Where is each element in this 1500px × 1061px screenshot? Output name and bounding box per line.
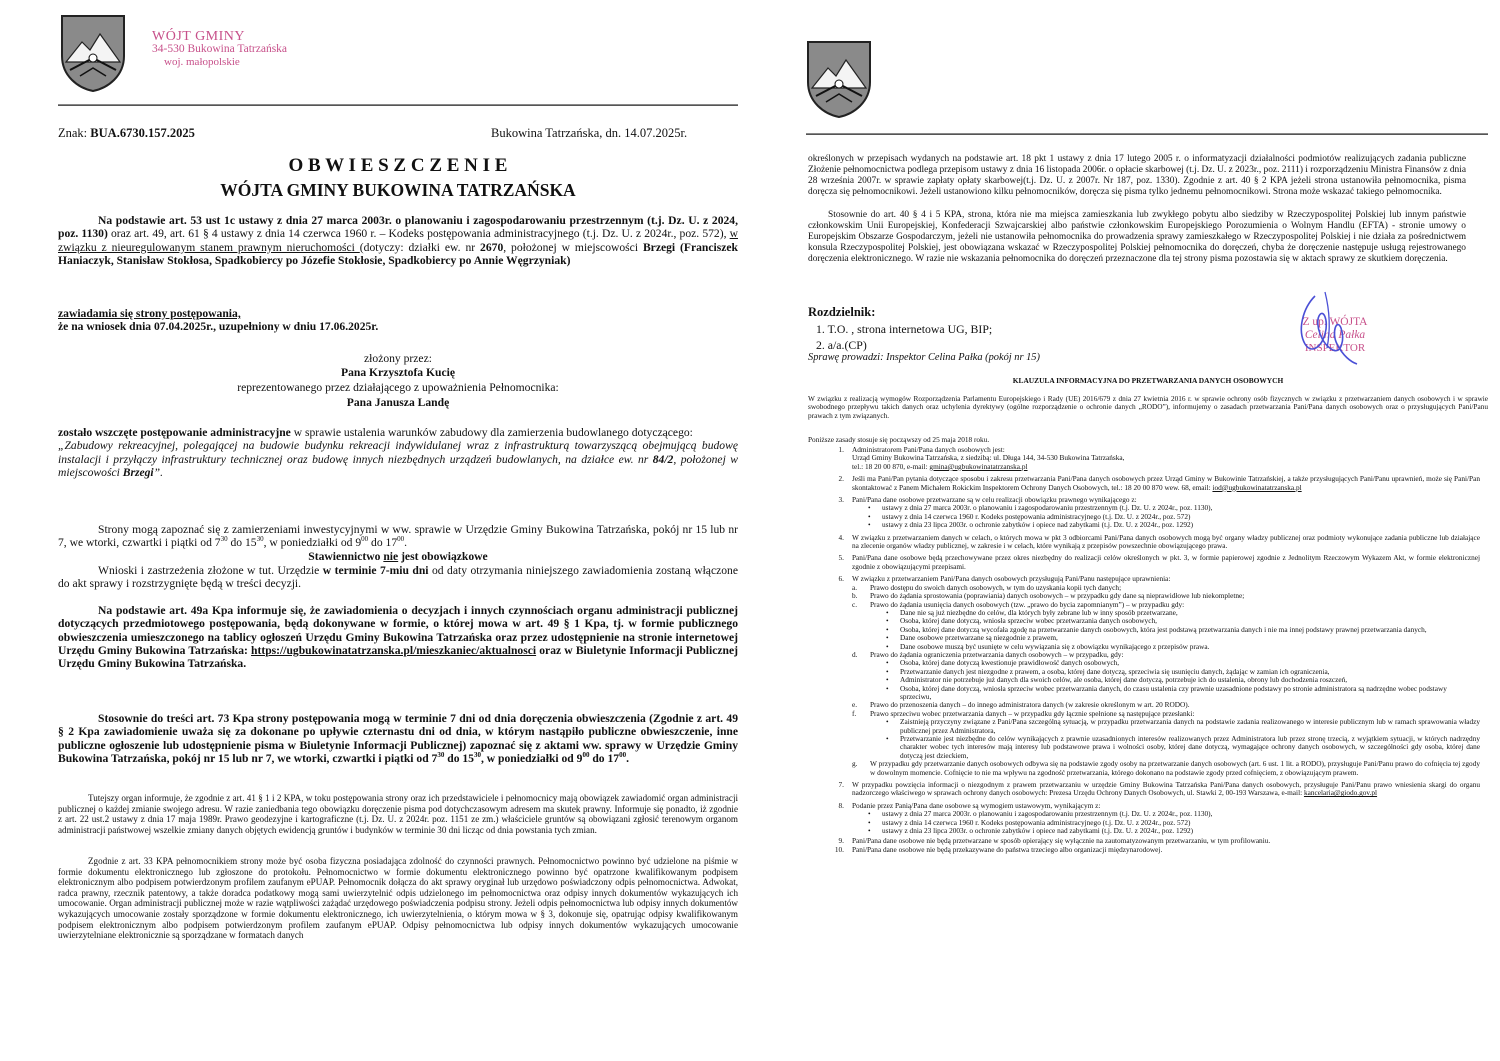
time-sup: 00 [361,535,369,544]
time-sup: 00 [619,751,627,760]
art73-text: do 15 [444,751,474,765]
clause-subitem: e. Prawo do przenoszenia danych – do innego administratora danych (w zakresie określonym w art. 20 RODO). [852,700,1190,710]
clause-bullet: • Zaistnieją przyczyny związane z Pani/Pana szczególną sytuacją, w przypadku przetwarzania danych na podstawie zadania realizowanego w interesie publicznym lub w ramach sprawowania władzy publicznej przez Administratora, [870,718,1480,735]
clause-bullet: • Osoba, której dane dotyczą, wniosła sprzeciw wobec przetwarzania danych osobowych, [870,617,1480,625]
clause-item: 10. Pani/Pana dane osobowe nie będą przekazywane do państwa trzeciego albo organizacji międzynarodowej. [834,844,1163,854]
clause-subitem-text: Prawo sprzeciwu wobec przetwarzania danych – w przypadku gdy łącznie spełnione są następujące przesłanki: [870,708,1195,718]
legal-basis-underlined: w związku z nieuregulowanym stanem prawnym nieruchomości [58,227,738,254]
clause-subitem: b. Prawo do żądania sprostowania (poprawiania) danych osobowych – w przypadku gdy dane są nieprawidłowe lub niekompletne; [852,591,1245,601]
clause-item: 3. Pani/Pana dane osobowe przetwarzane są w celu realizacji obowiązku prawnego wynikającego z: • ustawy z dnia 27 marca 2003r. o planowaniu i zagospodarowaniu przestrzennym (t.j. Dz. U. z 2024r., poz. 1130), • ustawy z dnia 14 czerwca 1960 r. Kodeks postępowania administracyjnego (t.j. Dz. U. z 2024r., poz. 572) • ustawy z dnia 23 lipca 2003r. o ochronie zabytków i opiece nad zabytkami (t.j. Dz. U. z 2024r., poz. 1292) [808,496,1480,530]
legal-basis-text: oraz art. 49, art. 61 § 4 ustawy z dnia 14 czerwca 1960 r. – Kodeks postępowania administracyjnego (t.j. Dz. U. z 2024r., poz. 572), [107,227,730,241]
attendance-note [58,550,738,563]
proceeding-paragraph [58,426,738,479]
inspection-paragraph [58,523,738,550]
parcel-number: 2670 [480,240,504,254]
clause-subitem: c. Prawo do żądania usunięcia danych osobowych (tzw. „prawo do bycia zapomnianym”) – w przypadku gdy: • Dane nie są już niezbędne do celów, dla których były zebrane lub w inny sposób przetwarzane, • Osoba, której dane dotyczą, wniosła sprzeciw wobec przetwarzania danych osobowych, • Osoba, której dane dotyczą wycofała zgodę na przetwarzanie danych osobowych, która jest podstawą przetwarzania danych i nie ma innej podstawy prawnej przetwarzania danych, • Dane osobowe przetwarzane są niezgodnie z prawem, • Dane osobowe muszą być usunięte w celu wywiązania się z obowiązku wynikającego z przepisów prawa. [852,601,1480,651]
clause-bullet: • ustawy z dnia 14 czerwca 1960 r. Kodeks postępowania administracyjnego (t.j. Dz. U. z 2024r., poz. 572) [852,513,1480,521]
motions-text: od daty otrzymania niniejszego zawiadomienia zostaną włączone do akt sprawy i rozstrzygnięte będą w treści decyzji. [58,564,738,591]
time-sup: 00 [582,751,590,760]
location-name: Brzegi [122,465,154,479]
distribution-item: 1. T.O. , strona internetowa UG, BIP; [816,322,993,336]
legal-basis-text: , położonej w miejscowości [503,240,643,254]
attendance-text: Stawiennictwo [308,550,384,563]
clause-subitem: f. Prawo sprzeciwu wobec przetwarzania danych – w przypadku gdy łącznie spełnione są następujące przesłanki: • Zaistnieją przyczyny związane z Pani/Pana szczególną sytuacją, w przypadku przetwarzania danych na podstawie zadania realizowanego w interesie publicznym lub w ramach sprawowania władzy publicznej przez Administratora, • Przetwarzanie jest niezbędne do celów wynikających z prawnie uzasadnionych interesów realizowanych przez Administratora lub przez stronę trzecią, z wyjątkiem sytuacji, w których nadrzędny charakter wobec tych interesów mają interesy lub podstawowe prawa i wolności osoby, której dane dotyczą, wymagające ochrony danych osobowych, w szczególności gdy osoba, której dane dotyczą jest dzieckiem, [852,710,1480,760]
document-title: O B W I E S Z C Z E N I E [288,155,508,176]
inspection-text: , w poniedziałki od 9 [263,536,362,550]
clause-list [808,446,1480,854]
place-date: Bukowina Tatrzańska, dn. 14.07.2025r. [491,126,688,140]
clause-item-text: W związku z przetwarzaniem danych w celach, o których mowa w pkt 3 odbiorcami Pani/Pana danych osobowych mogą być organy władzy publicznej oraz podmioty wykonujące zadania publiczne lub działające na zlecenie organów władzy publicznej, w zakresie i w celach, które wynikają z przepisów powszechnie obowiązującego prawa. [852,532,1480,551]
clause-bullet: • Osoba, której dane dotyczą wycofała zgodę na przetwarzanie danych osobowych, która jest podstawą przetwarzania danych i nie ma innej podstawy prawnej przetwarzania danych, [870,626,1480,634]
clause-item: 9. Pani/Pana dane osobowe nie będą przetwarzane w sposób opierający się wyłącznie na zautomatyzowanym przetwarzaniu, w tym profilowaniu. [838,836,1271,846]
email-link[interactable]: gmina@ugbukowinatatrzanska.pl [929,461,1028,471]
legal-basis-bold: Na podstawie art. 53 ust 1c ustawy z dnia 27 marca 2003r. o planowaniu i zagospodarowaniu przestrzennym (t.j. Dz. U. z 2024, poz. 1130) [58,214,738,241]
clause-bullet: • ustawy z dnia 27 marca 2003r. o planowaniu i zagospodarowaniu przestrzennym (t.j. Dz. U. z 2024r., poz. 1130), [852,504,1480,512]
inspection-text: . [404,536,408,550]
clause-intro: W związku z realizacją wymogów Rozporządzenia Parlamentu Europejskiego i Rady (UE) 2016/679 z dnia 27 kwietnia 2016 r. w sprawie ochrony osób fizycznych w związku z przetwarzaniem danych osobowych i w sprawie swobodnego przepływu takich danych oraz uchylenia dyrektywy (ogólne rozporządzenie o ochronie danych „RODO”), informujemy o zasadach przetwarzania Pani/Pana danych osobowych oraz o przysługujących Pani/Panu prawach z tym związanych. [808,394,1488,420]
foreign-party-note: Stosownie do art. 40 § 4 i 5 KPA, strona, która nie ma miejsca zamieszkania lub zwykłego pobytu albo siedziby w Rzeczypospolitej Polskiej lub innym państwie członkowskim Unii Europejskiej, Konfederacji Szwajcarskiej albo państwie członkowskim Europejskiego Porozumienia o Wolnym Handlu (EFTA) - stronie umowy o Europejskim Obszarze Gospodarczym, jeżeli nie ustanowiła pełnomocnika do prowadzenia sprawy zamieszkałego w Rzeczypospolitej Polskiej i nie działa za pośrednictwem konsula Rzeczypospolitej Polskiej, jest obowiązana wskazać w Rzeczypospolitej Polskiej pełnomocnika do doręczeń, chyba że doręczenie następuje usługą rejestrowanego doręczenia elektronicznego. W razie nie wskazania pełnomocnika do doręczeń przeznaczone dla tej strony pisma pozostawia się w aktach sprawy ze skutkiem doręczenia. [808,210,1466,265]
stamp-line: 34-530 Bukowina Tatrzańska [152,43,288,55]
represented-by: reprezentowanego przez działającego z upoważnienia Pełnomocnika: [237,381,559,394]
clause-item-text: Jeśli ma Pani/Pan pytania dotyczące sposobu i zakresu przetwarzania Pani/Pana danych osobowych przez Urząd Gminy w Bukowinie Tatrzańskiej, a także przysługujących Pani/Panu uprawnień, może się Pani/Pan skontaktować z Panem Michałem Rokickim Inspektorem Ochrony Danych Osobowych, tel.: 18 20 00 870 wew. 68, email: [852,474,1480,492]
clause-item-text: Pani/Pana dane osobowe przetwarzane są w celu realizacji obowiązku prawnego wynikającego z: [852,495,1137,505]
clause-bullet: • Osoba, której dane dotyczą, wniosła sprzeciw wobec przetwarzania danych, do czasu ustalenia czy prawnie uzasadnione podstawy po stronie administratora są nadrzędne wobec podstawy sprzeciwu, [870,685,1480,702]
time-sup: 00 [397,535,405,544]
clause-subitem-text: W przypadku gdy przetwarzanie danych osobowych odbywa się na podstawie zgody osoby na przetwarzanie danych osobowych (art. 6 ust. 1 lit. a RODO), przysługuje Pani/Panu prawo do cofnięcia tej zgody w dowolnym momencie. Cofnięcie to nie ma wpływu na zgodność przetwarzania, którego dokonano na podstawie zgody przed cofnięciem, z obowiązującym prawem. [870,759,1480,777]
project-description: „Zabudowy rekreacyjnej, polegającej na budowie budynku rekreacji indywidulanej wraz z infrastrukturą towarzyszącą obejmującą budowę instalacji i przyłączy infrastruktury technicznej oraz budowę innych niezbędnych urządzeń budowlanych, na działce ew. nr [58,439,738,466]
inspection-text: Strony mogą zapoznać się z zamierzeniami inwestycyjnymi w ww. sprawie w Urzędzie Gminy Bukowina Tatrzańska, pokój nr 15 lub nr 7, we wtorki, czwartki i piątki od 7 [58,523,738,550]
handwritten-signature [1285,288,1365,368]
proceeding-text: w sprawie ustalenia warunków zabudowy dla zamierzenia budowlanego dotyczącego: [290,426,693,439]
notification-method-paragraph [58,604,738,670]
clause-item: 2. Jeśli ma Pani/Pan pytania dotyczące sposobu i zakresu przetwarzania Pani/Pana danych osobowych przez Urząd Gminy w Bukowinie Tatrzańskiej, a także przysługujących Pani/Panu uprawnień, może się Pani/Pan skontaktować z Panem Michałem Rokickim Inspektorem Ochrony Danych Osobowych, tel.: 18 20 00 870 wew. 68, email: iod@ugbukowinatatrzanska.pl [838,474,1480,492]
project-description: ”. [153,465,164,479]
clause-item: 5. Pani/Pana dane osobowe będą przechowywane przez okres niezbędny do realizacji celów określonych w pkt. 3, w formie papierowej zgodnie z Jednolitym Rzeczowym Wykazem Akt, w formie elektronicznej zgodnie z obowiązującymi przepisami. [838,553,1480,571]
clause-item: 1. Administratorem Pani/Pana danych osobowych jest: Urząd Gminy Bukowina Tatrzańska, z siedzibą: ul. Długa 144, 34-530 Bukowina Tatrzańska, tel.: 18 20 00 870, e-mail: gmina@ugbukowinatatrzanska.pl [808,446,1480,471]
art73-paragraph [58,712,738,765]
stamp-line: INSPEKTOR [1304,342,1366,354]
time-sup: 30 [437,751,445,760]
header-rule [58,104,738,106]
stamp-line: woj. małopolskie [164,56,240,68]
clause-item: 4. W związku z przetwarzaniem danych w celach, o których mowa w pkt 3 odbiorcami Pani/Pana danych osobowych mogą być organy władzy publicznej oraz podmioty wykonujące zadania publiczne lub działające na zlecenie organów władzy publicznej, w zakresie i w celach, które wynikają z przepisów powszechnie obowiązującego prawa. [838,532,1480,551]
clause-item: 8. Podanie przez Panią/Pana dane osobowe są wymogiem ustawowym, wynikającym z: • ustawy z dnia 27 marca 2003r. o planowaniu i zagospodarowaniu przestrzennym (t.j. Dz. U. z 2024r., poz. 1130), • ustawy z dnia 14 czerwca 1960 r. Kodeks postępowania administracyjnego (t.j. Dz. U. z 2024r., poz. 572) • ustawy z dnia 23 lipca 2003r. o ochronie zabytków i opiece nad zabytkami (t.j. Dz. U. z 2024r., poz. 1292) [808,802,1480,836]
distribution-list [816,322,992,353]
document-sign [58,127,195,140]
header-rule [806,133,1488,135]
distribution-item: 2. a/a.(CP) [816,337,867,352]
time-sup: 30 [220,535,228,544]
clause-item-text: W związku z przetwarzaniem Pani/Pana danych osobowych przysługują Pani/Panu następujące uprawnienia: [852,574,1171,584]
stamp-line: WÓJT GMINY [152,29,246,44]
clause-bullet: • Przetwarzanie jest niezbędne do celów wynikających z prawnie uzasadnionych interesów realizowanych przez Administratora lub przez stronę trzecią, z wyjątkiem sytuacji, w których nadrzędny charakter wobec tych interesów mają interesy lub podstawowe prawa i wolności osoby, której dane dotyczą, wymagające ochrony danych osobowych, w szczególności gdy osoba, której dane dotyczą jest dzieckiem, [870,735,1480,760]
motions-deadline: w terminie 7-miu dni [322,564,429,577]
art73-text: , w poniedziałki od 9 [480,751,583,765]
clause-apply: Poniższe zasady stosuje się począwszy od 25 maja 2018 roku. [808,435,990,444]
application-dates: że na wniosek dnia 07.04.2025r., uzupełniony w dniu 17.06.2025r. [58,320,379,333]
email-link[interactable]: kancelaria@giodo.gov.pl [1303,788,1378,798]
legal-basis-paragraph [58,214,738,267]
clause-subitem: a. Prawo dostępu do swoich danych osobowych, w tym do uzyskania kopii tych danych; [852,582,1122,592]
clause-item-text: Urząd Gminy Bukowina Tatrzańska, z siedzibą: ul. Długa 144, 34-530 Bukowina Tatrzańska, [852,453,1125,463]
attendance-negation: nie [383,550,399,563]
sign-value: BUA.6730.157.2025 [90,126,195,140]
clause-bullet: • Osoba, której dane dotyczą kwestionuje prawidłowość danych osobowych, [870,659,1480,667]
clause-bullet: • Dane osobowe przetwarzane są niezgodnie z prawem, [870,634,1480,642]
clause-item-text: Podanie przez Panią/Pana dane osobowe są wymogiem ustawowym, wynikającym z: [852,800,1101,810]
website-link[interactable]: https://ugbukowinatatrzanska.pl/mieszkaniec/aktualnosci [251,643,537,657]
clause-item-text: tel.: 18 20 00 870, e-mail: [852,461,930,471]
stamp-line: Z up. WÓJTA [1302,316,1368,328]
time-sup: 30 [256,535,264,544]
clause-bullet: • ustawy z dnia 23 lipca 2003r. o ochronie zabytków i opiece nad zabytkami (t.j. Dz. U. z 2024r., poz. 1292) [852,521,1480,529]
inspection-text: do 15 [227,536,257,550]
notification-method-text: Na podstawie art. 49a Kpa informuje się, że zawiadomienia o decyzjach i innych czynnościach organu administracji publicznej dotyczących przedmiotowego postępowania, będą dokonywane w formie, o której mowa w art. 49 § 1 Kpa, tj. w formie publicznego obwieszczenia umieszczonego na tablicy ogłoszeń Urzędu Gminy Bukowina Tatrzańska oraz przez udostępnienie na stronie internetowej Urzędu Gminy Bukowina Tatrzańska: [58,604,738,657]
legal-basis-text: (dotyczy: działki ew. nr [359,240,481,254]
clause-title: KLAUZULA INFORMACYJNA DO PRZETWARZANIA DANYCH OSOBOWYCH [1012,376,1284,385]
clause-item-text: W przypadku powzięcia informacji o niezgodnym z prawem przetwarzaniu w urzędzie Gminy Bukowina Tatrzańska Pani/Pana danych osobowych, przysługuje Pani/Panu prawo wniesienia skargi do organu nadzorczego właściwego w sprawach ochrony danych osobowych: Prezesa Urzędu Ochrony Danych Osobowych, ul. Stawki 2, 00-193 Warszawa, e-mail: [852,780,1480,798]
clause-bullet: • ustawy z dnia 14 czerwca 1960 r. Kodeks postępowania administracyjnego (t.j. Dz. U. z 2024r., poz. 572) [852,819,1480,827]
notification-heading: zawiadamia się strony postępowania, [58,307,241,320]
proceeding-bold: zostało wszczęte postępowanie administracyjne [58,426,291,439]
coat-of-arms-icon [60,14,126,92]
owners-list: Brzegi (Franciszek Haniaczyk, Stanisław Stokłosa, Spadkobiercy po Józefie Stokłosie, Spadkobiercy po Annie Węgrzyniak) [58,240,738,267]
clause-bullet: • Dane nie są już niezbędne do celów, dla których były zebrane lub w inny sposób przetwarzane, [870,609,1480,617]
applicant-name: Pana Krzysztofa Kucię [341,366,455,379]
document-subtitle: WÓJTA GMINY BUKOWINA TATRZAŃSKA [220,180,576,200]
right-page [750,0,1500,1061]
attorney-rules-note: Zgodnie z art. 33 KPA pełnomocnikiem strony może być osoba fizyczna posiadająca zdolność do czynności prawnych. Pełnomocnictwo powinno być udzielone na piśmie w formie dokumentu elektronicznego lub zgłoszone do protokołu. Pełnomocnictwo w formie dokumentu elektronicznego powinno być opatrzone kwalifikowanym podpisem elektronicznym albo podpisem potwierdzonym profilem zaufanym ePUAP. Pełnomocnik dołącza do akt sprawy oryginał lub urzędowo poświadczony odpis pełnomocnictwa. Adwokat, radca prawny, rzecznik patentowy, a także doradca podatkowy mogą sami uwierzytelnić odpis udzielonego im pełnomocnictwa oraz odpisy innych dokumentów wykazujących ich umocowanie. Organ administracji publicznej może w razie wątpliwości zażądać urzędowego poświadczenia podpisu strony. Jeżeli odpis pełnomocnictwa lub odpisy innych dokumentów wykazujących umocowanie zostały sporządzone w formie dokumentu elektronicznego, ich uwierzytelnienia, o którym mowa w § 3, dokonuje się, opatrując odpisy kwalifikowanym podpisem elektronicznym albo podpisem potwierdzonym profilem zaufanym ePUAP. Odpisy pełnomocnictwa lub odpisy innych dokumentów wykazujących umocowanie uwierzytelniane elektronicznie są sporządzane w formatach danych [58,856,738,941]
distribution-title: Rozdzielnik: [808,305,876,319]
art73-text: . [626,751,629,765]
clause-bullet: • ustawy z dnia 27 marca 2003r. o planowaniu i zagospodarowaniu przestrzennym (t.j. Dz. U. z 2024r., poz. 1130), [852,810,1480,818]
notification-method-text: oraz w Biuletynie Informacji Publicznej Urzędu Gminy Bukowina Tatrzańska. [58,643,738,671]
inspection-text: do 17 [368,536,398,550]
clause-subitem: g. W przypadku gdy przetwarzanie danych osobowych odbywa się na podstawie zgody osoby na przetwarzanie danych osobowych (art. 6 ust. 1 lit. a RODO), przysługuje Pani/Panu prawo do cofnięcia tej zgody w dowolnym momencie. Cofnięcie to nie ma wpływu na zgodność przetwarzania, którego dokonano na podstawie zgody przed cofnięciem, z obowiązującym prawem. [852,759,1480,777]
submitted-by: złożony przez: [364,352,432,365]
clause-item-text: Administratorem Pani/Pana danych osobowych jest: [852,445,1005,454]
handled-by: Sprawę prowadzi: Inspektor Celina Pałka (pokój nr 15) [808,352,1040,363]
attendance-text: jest obowiązkowe [398,550,488,563]
clause-subitem-text: Prawo do żądania sprostowania (poprawiania) danych osobowych – w przypadku gdy dane są nieprawidłowe lub niekompletne; [870,591,1245,601]
clause-subitem-text: Prawo do przenoszenia danych – do innego administratora danych (w zakresie określonym w art. 20 RODO). [870,700,1190,710]
clause-item-text: Pani/Pana dane osobowe będą przechowywane przez okres niezbędny do realizacji celów określonych w pkt. 3, w formie papierowej zgodnie z Jednolitym Rzeczowym Wykazem Akt, w formie elektronicznej zgodnie z obowiązującymi przepisami. [852,553,1480,571]
stamp-line: Celina Pałka [1304,329,1366,341]
time-sup: 30 [473,751,481,760]
clause-bullet: • ustawy z dnia 23 lipca 2003r. o ochronie zabytków i opiece nad zabytkami (t.j. Dz. U. z 2024r., poz. 1292) [852,827,1480,835]
clause-subitem-text: Prawo dostępu do swoich danych osobowych, w tym do uzyskania kopii tych danych; [870,582,1122,592]
coat-of-arms-icon [806,40,872,118]
clause-item: 7. W przypadku powzięcia informacji o niezgodnym z prawem przetwarzaniu w urzędzie Gminy Bukowina Tatrzańska Pani/Pana danych osobowych, przysługuje Pani/Panu prawo wniesienia skargi do organu nadzorczego właściwego w sprawach ochrony danych osobowych: Prezesa Urzędu Ochrony Danych Osobowych, ul. Stawki 2, 00-193 Warszawa, e-mail: kancelaria@giodo.gov.pl [838,780,1480,798]
motions-paragraph [58,564,738,591]
clause-bullet: • Administrator nie potrzebuje już danych dla swoich celów, ale osoba, której dane dotyczą, potrzebuje ich do ustalenia, obrony lub dochodzenia roszczeń, [870,676,1480,684]
project-description: , położonej w miejscowości [58,452,738,479]
clause-subitem-text: Prawo do żądania ograniczenia przetwarzania danych osobowych – w przypadku, gdy: [870,649,1124,659]
clause-item: 6. W związku z przetwarzaniem Pani/Pana danych osobowych przysługują Pani/Panu następujące uprawnienia: a. Prawo dostępu do swoich danych osobowych, w tym do uzyskania kopii tych danych; b. Prawo do żądania sprostowania (poprawiania) danych osobowych – w przypadku gdy dane są nieprawidłowe lub niekompletne; c. Prawo do żądania usunięcia danych osobowych (tzw. „prawo do bycia zapomnianym”) – w przypadku gdy: • Dane nie są już niezbędne do celów, dla których były zebrane lub w inny sposób przetwarzane, • Osoba, której dane dotyczą, wniosła sprzeciw wobec przetwarzania danych osobowych, • Osoba, której dane dotyczą wycofała zgodę na przetwarzanie danych osobowych, która jest podstawą przetwarzania danych i nie ma innej podstawy prawnej przetwarzania danych, • Dane osobowe przetwarzane są niezgodnie z prawem, • Dane osobowe muszą być usunięte w celu wywiązania się z obowiązku wynikającego z przepisów prawa. d. Prawo do żądania ograniczenia przetwarzania danych osobowych – w przypadku, gdy: • Osoba, której dane dotyczą kwestionuje prawidłowość danych osobowych, • Przetwarzanie danych jest niezgodne z prawem, a osoba, której dane dotyczą, sprzeciwia się usunięciu danych, żądając w zamian ich ograniczenia, • Administrator nie potrzebuje już danych dla swoich celów, ale osoba, której dane dotyczą, potrzebuje ich do ustalenia, obrony lub dochodzenia roszczeń, • Osoba, której dane dotyczą, wniosła sprzeciw wobec przetwarzania danych, do czasu ustalenia czy prawnie uzasadnione podstawy po stronie administratora są nadrzędne wobec podstawy sprzeciwu, e. Prawo do przenoszenia danych – do innego administratora danych (w zakresie określonym w art. 20 RODO). f. Prawo sprzeciwu wobec przetwarzania danych – w przypadku gdy łącznie spełnione są następujące przesłanki: • Zaistnieją przyczyny związane z Pani/Pana szczególną sytuacją, w przypadku przetwarzania danych na podstawie zadania realizowanego w interesie publicznym lub w ramach sprawowania władzy publicznej przez Administratora, • Przetwarzanie jest niezbędne do celów wynikających z prawnie uzasadnionych interesów realizowanych przez Administratora lub przez stronę trzecią, z wyjątkiem sytuacji, w których nadrzędny charakter wobec tych interesów mają interesy lub podstawowe prawa i wolności osoby, której dane dotyczą, wymagające ochrony danych osobowych, w szczególności gdy osoba, której dane dotyczą jest dzieckiem, g. W przypadku gdy przetwarzanie danych osobowych odbywa się na podstawie zgody osoby na przetwarzanie danych osobowych (art. 6 ust. 1 lit. a RODO), przysługuje Pani/Panu prawo do cofnięcia tej zgody w dowolnym momencie. Cofnięcie to nie ma wpływu na zgodność przetwarzania, którego dokonano na podstawie zgody przed cofnięciem, z obowiązującym prawem. [808,575,1480,777]
office-stamp [152,30,287,69]
parcel-number: 84/2 [652,452,674,466]
clause-bullet: • Przetwarzanie danych jest niezgodne z prawem, a osoba, której dane dotyczą, sprzeciwia się usunięciu danych, żądając w zamian ich ograniczenia, [870,668,1480,676]
attorney-rules-continued: określonych w przepisach wydanych na podstawie art. 18 pkt 1 ustawy z dnia 17 lutego 2005 r. o informatyzacji działalności podmiotów realizujących zadania publiczne Złożenie pełnomocnictwa podlega przepisom ustawy z dnia 16 listopada 2006r. o opłacie skarbowej (t.j. Dz. U. z 2023r., poz. 2111) i rozporządzeniu Ministra Finansów z dnia 28 września 2007r. w sprawie zapłaty opłaty skarbowej(t.j. Dz. U. z 2007r. Nr 187, poz. 1330). Zgodnie z art. 40 § 2 KPA jeżeli strona ustanowiła pełnomocnika, pisma doręcza się pełnomocnikowi. Jeżeli ustanowiono kilku pełnomocników, doręcza się pisma tylko jednemu pełnomocnikowi. Strona może wskazać takiego pełnomocnika. [808,154,1466,198]
art73-text: do 17 [589,751,620,765]
address-change-note: Tutejszy organ informuje, że zgodnie z art. 41 § 1 i 2 KPA, w toku postępowania strony oraz ich przedstawiciele i pełnomocnicy mają obowiązek zawiadomić organ administracji publicznej o każdej zmianie swojego adresu. W razie zaniedbania tego obowiązku doręczenie pisma pod dotychczasowym adresem ma skutek prawny. Informuje się ponadto, iż zgodnie z art. 22 ust.2 ustawy z dnia 17 maja 1989r. Prawo geodezyjne i kartograficzne (t.j. Dz. U. z 2024r. poz. 1151 ze zm.) właściciele gruntów są obowiązani zgłosić terenowym organom administracji państwowej wszelkie zmiany danych objętych ewidencją gruntów i budynków w terminie 30 dni licząc od dnia powstania tych zmian. [58,793,738,835]
attorney-name: Pana Janusza Landę [346,396,450,409]
motions-text: Wnioski i zastrzeżenia złożone w tut. Urzędzie [98,564,323,577]
sign-label: Znak: [58,126,88,140]
clause-bullet: • Dane osobowe muszą być usunięte w celu wywiązania się z obowiązku wynikającego z przepisów prawa. [870,643,1480,651]
art73-text: Stosownie do treści art. 73 Kpa strony postępowania mogą w terminie 7 dni od dnia doręczenia obwieszczenia (Zgodnie z art. 49 § 2 Kpa zawiadomienie uważa się za dokonane po upływie czternastu dni od dnia, w którym nastąpiło publiczne obwieszczenie, inne publiczne ogłoszenie lub udostępnienie pisma w Biuletynie Informacji Publicznej) zapoznać się z aktami ww. sprawy w Urzędzie Gminy Bukowina Tatrzańska, pokój nr 15 lub nr 7, we wtorki, czwartki i piątki od 7 [58,712,738,765]
clause-subitem-text: Prawo do żądania usunięcia danych osobowych (tzw. „prawo do bycia zapomnianym”) – w przypadku gdy: [870,599,1185,609]
email-link[interactable]: iod@ugbukowinatatrzanska.pl [1212,482,1302,492]
clause-item-text: Pani/Pana dane osobowe nie będą przekazywane do państwa trzeciego albo organizacji międzynarodowej. [852,844,1163,854]
clause-subitem: d. Prawo do żądania ograniczenia przetwarzania danych osobowych – w przypadku, gdy: • Osoba, której dane dotyczą kwestionuje prawidłowość danych osobowych, • Przetwarzanie danych jest niezgodne z prawem, a osoba, której dane dotyczą, sprzeciwia się usunięciu danych, żądając w zamian ich ograniczenia, • Administrator nie potrzebuje już danych dla swoich celów, ale osoba, której dane dotyczą, potrzebuje ich do ustalenia, obrony lub dochodzenia roszczeń, • Osoba, której dane dotyczą, wniosła sprzeciw wobec przetwarzania danych, do czasu ustalenia czy prawnie uzasadnione podstawy po stronie administratora są nadrzędne wobec podstawy sprzeciwu, [852,651,1480,701]
clause-item-text: Pani/Pana dane osobowe nie będą przetwarzane w sposób opierający się wyłącznie na zautomatyzowanym przetwarzaniu, w tym profilowaniu. [852,836,1271,846]
